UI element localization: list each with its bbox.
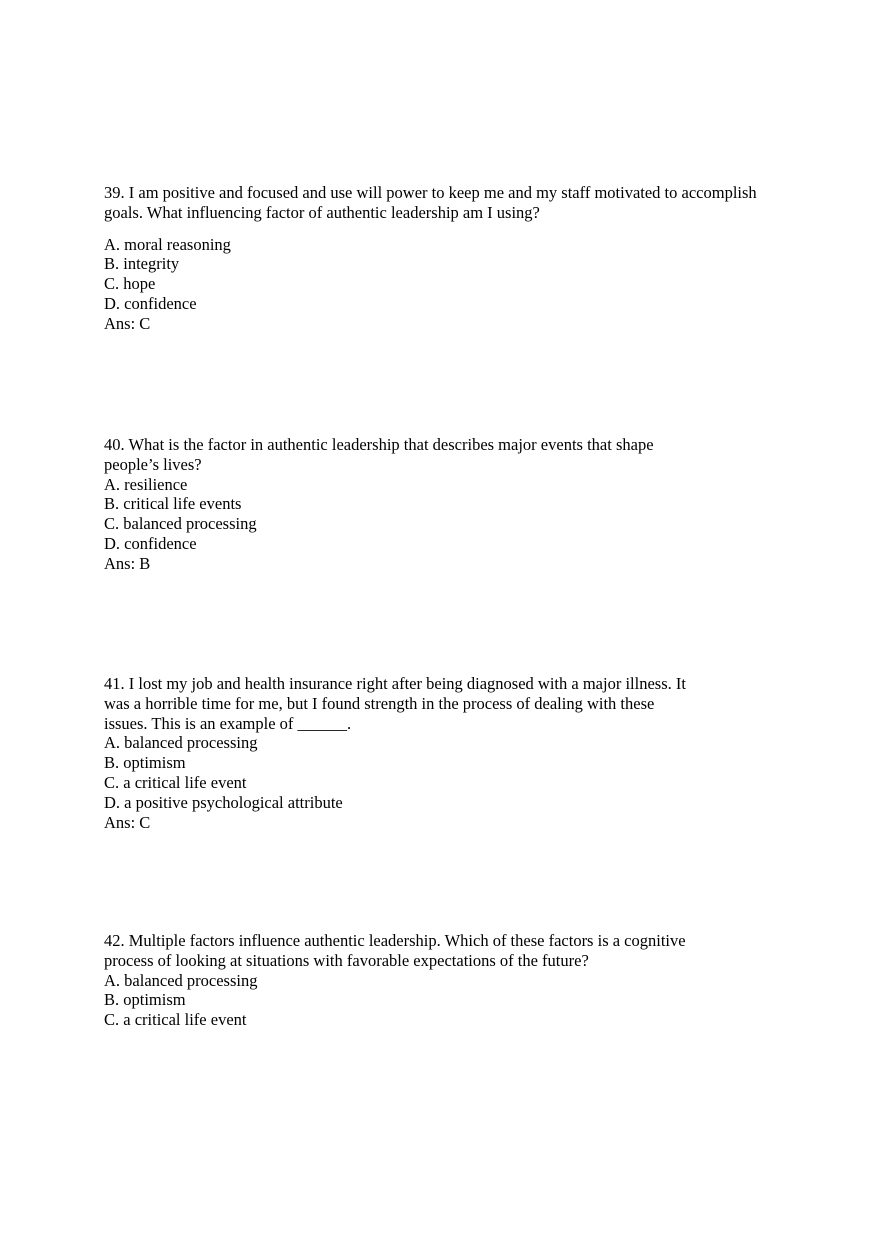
option-a: A. moral reasoning [104,234,231,254]
question-text-line: 42. Multiple factors influence authentic leadership. Which of these factors is a cognitive [104,931,686,950]
question-text-line: goals. What influencing factor of authentic leadership am I using? [104,202,540,222]
answer-key: Ans: C [104,313,151,333]
option-d: D. confidence [104,293,197,313]
option-d: D. confidence [104,533,197,553]
answer-key: Ans: C [104,812,151,832]
question-text-line: process of looking at situations with favorable expectations of the future? [104,950,589,970]
option-b: B. critical life events [104,494,242,514]
spacer [104,223,804,235]
option-c: C. hope [104,274,156,294]
option-d: D. a positive psychological attribute [104,792,343,812]
answer-key: Ans: B [104,553,151,573]
option-b: B. integrity [104,254,180,274]
option-a: A. balanced processing [104,733,258,753]
question-text-line: 40. What is the factor in authentic leadership that describes major events that shape [104,435,654,454]
question-text-line: people’s lives? [104,454,202,474]
option-b: B. optimism [104,753,186,773]
question-39 [104,183,804,334]
option-c: C. balanced processing [104,514,257,534]
option-c: C. a critical life event [104,772,247,792]
question-text-line: was a horrible time for me, but I found strength in the process of dealing with these [104,693,655,713]
question-text-line: issues. This is an example of ______. [104,713,352,733]
option-b: B. optimism [104,990,186,1010]
option-a: A. balanced processing [104,970,258,990]
question-41 [104,674,804,832]
option-c: C. a critical life event [104,1010,247,1030]
option-a: A. resilience [104,474,188,494]
question-text-line: 39. I am positive and focused and use will power to keep me and my staff motivated to accomplish [104,183,757,202]
question-42 [104,931,804,1030]
question-40 [104,435,804,574]
question-text-line: 41. I lost my job and health insurance right after being diagnosed with a major illness. It [104,674,686,693]
